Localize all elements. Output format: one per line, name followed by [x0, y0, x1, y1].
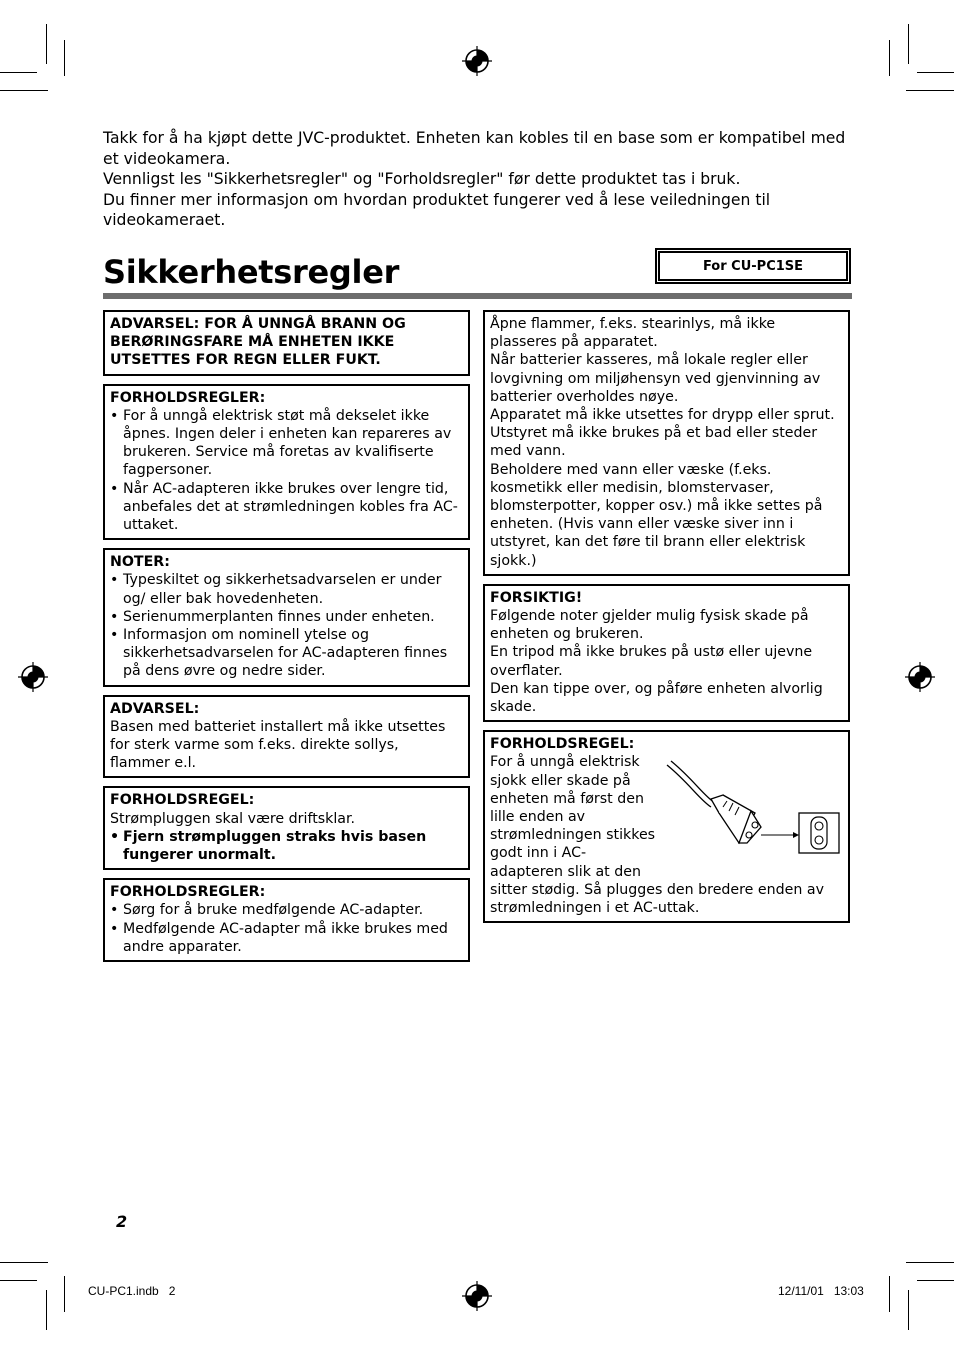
registration-mark-icon	[462, 46, 492, 76]
notes-list	[110, 571, 463, 680]
notes-box	[103, 548, 470, 686]
box-text: Strømpluggen skal være driftsklar.	[110, 810, 356, 827]
precaution-cable-box	[483, 730, 850, 923]
crop-mark	[46, 1290, 47, 1330]
box-heading: ADVARSEL:	[110, 700, 200, 717]
right-column	[483, 310, 850, 931]
crop-mark	[0, 90, 48, 91]
precautions-list	[110, 407, 463, 534]
warning-battery-box	[103, 695, 470, 779]
page-number: 2	[116, 1212, 128, 1231]
box-text: Følgende noter gjelder mulig fysisk skade på enheten og brukeren.	[490, 608, 809, 643]
registration-mark-icon	[462, 1281, 492, 1311]
list-item: • Fjern strømpluggen straks hvis basen fungerer unormalt.	[110, 828, 463, 864]
list-item: • Typeskiltet og sikkerhetsadvarselen er under og/ eller bak hovedenheten.	[110, 571, 463, 607]
plug-list	[110, 828, 463, 864]
list-item: • Informasjon om nominell ytelse og sikkerhetsadvarselen for AC-adapteren finnes på dens øvre og nedre sider.	[110, 626, 463, 681]
crop-mark	[889, 1276, 890, 1312]
box-text: Utstyret må ikke brukes på et bad eller steder med vann.	[490, 425, 818, 460]
intro-paragraph: Du finner mer informasjon om hvordan produktet fungerer ved å lese veiledningen til videokameraet.	[103, 190, 771, 230]
box-text: Når batterier kasseres, må lokale regler eller lovgivning om miljøhensyn ved gjenvinning av batterier overholdes nøye.	[490, 352, 821, 405]
power-cable-illustration-icon	[663, 755, 843, 875]
list-item: • Serienummerplanten finnes under enheten.	[110, 608, 463, 626]
box-heading: FORSIKTIG!	[490, 589, 583, 606]
box-heading: FORHOLDSREGLER:	[110, 389, 266, 406]
crop-mark	[0, 72, 37, 73]
list-item: • Når AC-adapteren ikke brukes over lengre tid, anbefales det at strømledningen kobles fra AC-uttaket.	[110, 480, 463, 535]
footer-date-info: 12/11/01 13:03	[778, 1284, 864, 1298]
crop-mark	[917, 72, 954, 73]
crop-mark	[64, 40, 65, 76]
list-item: • For å unngå elektrisk støt må dekselet ikke åpnes. Ingen deler i enheten kan repareres av brukeren. Service må foretas av kvalifiserte fagpersoner.	[110, 407, 463, 480]
page-title: Sikkerhetsregler	[103, 253, 400, 291]
crop-mark	[908, 24, 909, 64]
precaution-plug-box	[103, 786, 470, 870]
crop-mark	[0, 1262, 48, 1263]
intro-paragraph: Takk for å ha kjøpt dette JVC-produktet. Enheten kan kobles til en base som er kompatibel med et videokamera.	[103, 129, 846, 168]
precautions-adapter-box	[103, 878, 470, 962]
footer-file-info: CU-PC1.indb 2	[88, 1284, 176, 1298]
left-column	[103, 310, 470, 970]
adapter-list	[110, 901, 463, 956]
box-text: Den kan tippe over, og påføre enheten alvorlig skade.	[490, 680, 823, 716]
box-text: Basen med batteriet installert må ikke utsettes for sterk varme som f.eks. direkte sollys, flammer e.l.	[110, 718, 446, 772]
crop-mark	[917, 1280, 954, 1281]
list-item: • Sørg for å bruke medfølgende AC-adapter.	[110, 901, 463, 919]
box-text: En tripod må ikke brukes på ustø eller ujevne overflater.	[490, 644, 813, 679]
intro-text	[103, 128, 863, 231]
general-safety-box	[483, 310, 850, 576]
box-text: Åpne flammer, f.eks. stearinlys, må ikke plasseres på apparatet.	[490, 316, 776, 351]
registration-mark-icon	[18, 662, 48, 692]
registration-mark-icon	[905, 662, 935, 692]
title-rule	[103, 293, 852, 299]
crop-mark	[0, 1280, 37, 1281]
intro-paragraph: Vennligst les "Sikkerhetsregler" og "Forholdsregler" før dette produktet tas i bruk.	[103, 170, 741, 189]
box-text: Beholdere med vann eller væske (f.eks. kosmetikk eller medisin, blomstervaser, blomsterpotter, kopper osv.) må ikke settes på enheten. (Hvis vann eller væske siver inn i utstyret, kan det føre til brann eller elektrisk sjokk.)	[490, 461, 823, 569]
box-heading: NOTER:	[110, 554, 170, 571]
crop-mark	[889, 40, 890, 76]
precautions-box	[103, 384, 470, 541]
caution-box	[483, 584, 850, 722]
crop-mark	[46, 24, 47, 64]
crop-mark	[64, 1276, 65, 1312]
crop-mark	[906, 90, 954, 91]
box-heading: FORHOLDSREGEL:	[490, 736, 635, 753]
crop-mark	[906, 1262, 954, 1263]
box-text: For å unngå elektrisk sjokk eller skade på enheten må først den lille enden av strømledningen stikkes godt inn i AC-adapteren slik at den sitter stødig. Så plugges den bredere enden av strømledningen i et AC-uttak.	[490, 754, 824, 917]
list-item: • Medfølgende AC-adapter må ikke brukes med andre apparater.	[110, 920, 463, 956]
warning-fire-box: ADVARSEL: FOR Å UNNGÅ BRANN OG BERØRINGSFARE MÅ ENHETEN IKKE UTSETTES FOR REGN ELLER FUKT.	[103, 310, 470, 376]
box-heading: FORHOLDSREGEL:	[110, 792, 255, 809]
model-label: For CU-PC1SE	[658, 251, 848, 281]
box-text: Apparatet må ikke utsettes for drypp eller sprut.	[490, 407, 835, 424]
box-heading: FORHOLDSREGLER:	[110, 884, 266, 901]
crop-mark	[908, 1290, 909, 1330]
